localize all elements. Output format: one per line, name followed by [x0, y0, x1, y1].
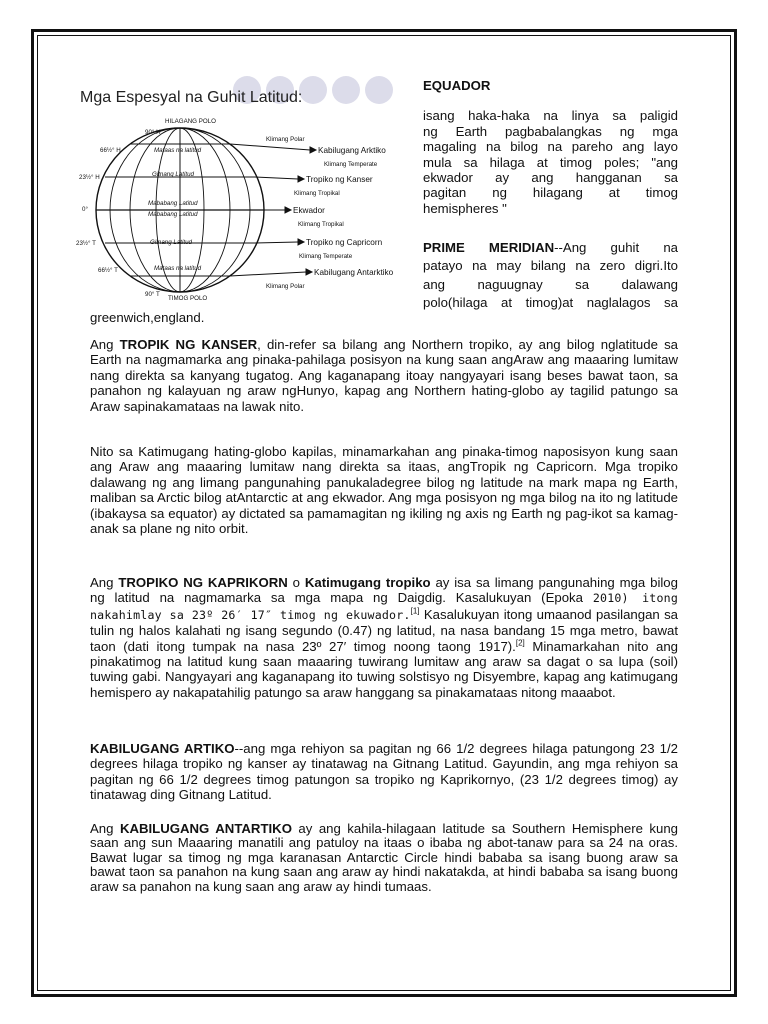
- kanser-heading: TROPIK NG KANSER: [119, 337, 258, 352]
- equador-line: ng Earth pagbabalangkas ng mga: [423, 123, 678, 139]
- katimugang-tropiko-term: Katimugang tropiko: [304, 575, 431, 590]
- deg-23n-label: 23½° H: [79, 174, 100, 181]
- page-title: Mga Espesyal na Guhit Latitud:: [80, 89, 303, 106]
- kanser-paragraph: Ang TROPIK NG KANSER, din-refer sa bilang ang Northern tropiko, ay ang bilog nglatitude sa Earth na nagmamarka ang pinaka-pahilaga posisyon na kung saan angAraw ang maaaring lumitaw nang direkta sa kanyang tugatog. Ang kaganapang itoay nangyayari isang beses bawat taon, sa panahon ng kalayuan ng araw ngHunyo, kapag ang Northern hating-globo ay tagilid patungo sa Araw sapinakamataas na lawak nito.: [90, 337, 678, 414]
- klimang-polar-top-label: Klimang Polar: [266, 136, 305, 143]
- deg-0-label: 0°: [82, 206, 88, 213]
- inner-label: Mababang Latitud: [148, 200, 198, 207]
- antartiko-paragraph: Ang KABILUGANG ANTARTIKO ay ang kahila-hilagaan latitude sa Southern Hemisphere kung saan ang sun Maaaring manatili ang patuloy na itaas o ibaba ng abot-tanaw para sa 24 na oras. Bawat lugar sa timog ng mga karanasan Antarctic Circle hindi bababa sa isang buong araw sa bawat taon sa panahon na kung saan ang araw ay hindi nakatakda, at hindi bababa sa isang buong araw sa panahon na kung saan ang araw ay hindi tumaas.: [90, 821, 678, 894]
- artiko-paragraph: KABILUGANG ARTIKO--ang mga rehiyon sa pagitan ng 66 1/2 degrees hilaga patungong 23 1/2 degrees hilaga tropiko ng kanser ay tinatawag na Gitnang Latitud. Gayundin, ang mga rehiyon sa pagitan ng 66 1/2 degrees timog patungon sa tropiko ng Kaprikornyo, (23 1/2 degrees timog) ay tinatawag ding Gitnang Latitud.: [90, 741, 678, 803]
- equador-line: magaling na bilog na pareho ang layo: [423, 139, 678, 155]
- deg-66n-label: 66½° H: [100, 147, 121, 154]
- inner-label: Mataas na latitud: [154, 147, 202, 154]
- kanser-paragraph-2: Nito sa Katimugang hating-globo kapilas, minamarkahan ang pinaka-timog naposisyon kung saan ang Araw ang maaaring lumitaw nang direkta sa itaas, angTropik ng Capricorn. Mga tropiko dalawang ng ang limang pangunahing panukaladegree bilog ng latitude na mark mapa ng Earth, maliban sa Arctic bilog atAntarctic at ang ekwador. Ang mga posisyon ng mga bilog na ito ng latitude (ibakaysa sa equator) ay dictated sa pamamagitan ng ikiling ng axis ng Earth ng pag-ikot sa kamag-anak sa plane ng nito orbit.: [90, 444, 678, 537]
- equador-heading: EQUADOR: [423, 78, 491, 93]
- equador-line: isang haka-haka na linya sa paligid: [423, 108, 678, 124]
- klimang-polar-bottom-label: Klimang Polar: [266, 283, 305, 290]
- klimang-temperate-top-label: Klimang Temperate: [324, 161, 378, 168]
- inner-label: Gitnang Latitud: [150, 239, 192, 246]
- deg-90s-label: 90° T: [145, 291, 160, 298]
- deg-90n-label: 90° H: [145, 129, 161, 136]
- equador-line: hemispheres ": [423, 200, 507, 216]
- kaprikorn-paragraph: Ang TROPIKO NG KAPRIKORN o Katimugang tropiko ay isa sa limang pangunahing mga bilog ng latitud na nagmamarka sa mga mapa ng Daigdig. Kasalukuyan (Epoka 2010) itong nakahimlay sa 23º 26′ 17″ timog ng ekuwador.[1] Kasalukuyan itong umaanod pasilangan sa tulin ng halos kalahati ng isang segundo (0.47) ng latitud, na nasa bandang 15 mga metro, bawat taon (dati itong tumpak na nasa 23º 27′ timog noong taong 1917).[2] Minamarkahan nito ang pinakatimog na latitud kung saan maaaring tuwirang lumitaw ang araw sa dagat o sa lupa (soil) tuwing gabi. Nangyayari ang kaganapang ito tuwing solstisyo ng Disyembre, kapag ang katimugang hemispero ay nakapatahilig patungo sa araw hanggang sa pinakamataas nitong maaabot.: [90, 575, 679, 700]
- deg-23s-label: 23½° T: [76, 240, 96, 247]
- prime-meridian-section: [423, 240, 678, 311]
- equador-line: pagitan ng hilagang at timog: [423, 185, 678, 201]
- kaprikorn-heading: TROPIKO NG KAPRIKORN: [118, 575, 288, 590]
- inner-label: Mataas na latitud: [154, 265, 202, 272]
- south-pole-label: TIMOG POLO: [168, 295, 208, 302]
- deg-66s-label: 66½° T: [98, 267, 118, 274]
- inner-label: Gitnang Latitud: [152, 171, 194, 178]
- citation-1[interactable]: [1]: [410, 606, 420, 616]
- klimang-tropikal-bottom-label: Klimang Tropikal: [298, 221, 344, 228]
- ekwador-label: Ekwador: [293, 206, 325, 215]
- equador-line: mula sa hilaga at timog poles; "ang: [423, 154, 678, 170]
- artiko-heading: KABILUGANG ARTIKO: [90, 741, 235, 756]
- citation-2[interactable]: [2]: [515, 638, 525, 648]
- prime-line: patayo na may bilang na zero digri.Ito: [423, 258, 678, 274]
- klimang-tropikal-top-label: Klimang Tropikal: [294, 190, 340, 197]
- north-pole-label: HILAGANG POLO: [165, 118, 216, 125]
- prime-line: polo(hilaga at timog)at naglalagos sa: [423, 295, 678, 311]
- latitude-globe-diagram: [70, 112, 415, 307]
- prime-last-line: greenwich,england.: [90, 310, 205, 325]
- equador-line: ekwador ay ang hangganan sa: [423, 170, 678, 186]
- inner-label: Mababang Latitud: [148, 211, 198, 218]
- prime-line: ang naguugnay sa dalawang: [423, 276, 678, 292]
- kabilugang-antarktiko-label: Kabilugang Antarktiko: [314, 268, 394, 277]
- prime-heading: PRIME MERIDIAN: [423, 240, 555, 255]
- tropiko-kanser-label: Tropiko ng Kanser: [306, 175, 373, 184]
- kabilugang-arktiko-label: Kabilugang Arktiko: [318, 146, 386, 155]
- klimang-temperate-bottom-label: Klimang Temperate: [299, 253, 353, 260]
- equador-section: [423, 78, 678, 216]
- prime-line: PRIME MERIDIAN--Ang guhit na: [423, 240, 678, 255]
- tropiko-capricorn-label: Tropiko ng Capricorn: [306, 238, 383, 247]
- antartiko-heading: KABILUGANG ANTARTIKO: [119, 821, 292, 836]
